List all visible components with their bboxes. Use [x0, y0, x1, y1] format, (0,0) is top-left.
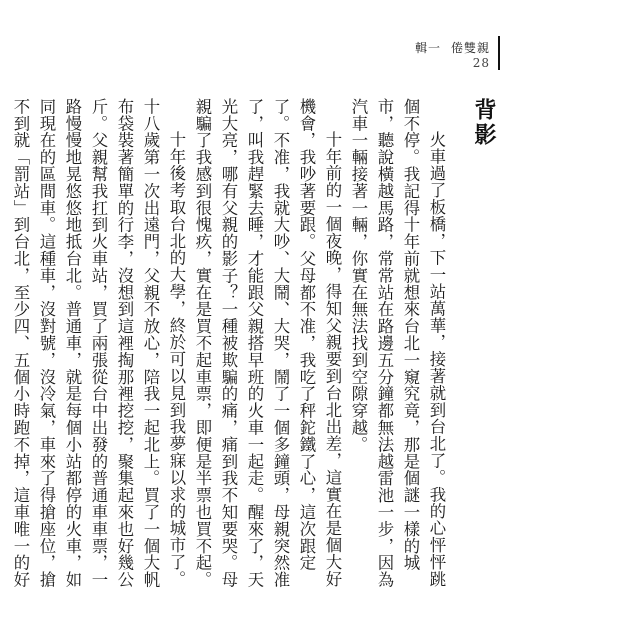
header-section [415, 42, 490, 54]
header-subsection-label: 倦雙親 [450, 41, 490, 55]
vertical-text-block [11, 98, 497, 598]
chapter-title: 背影 [471, 98, 497, 148]
paragraph-3: 十年後考取台北的大學，終於可以見到我夢寐以求的城市了。十八歲第一次出遠門，父親不放心，陪我一起北上。買了一個大帆布袋裝著簡單的行李，沒想到這裡掏那裡挖挖，聚集起來也好幾公斤。父親幫我扛到火車站，買了兩張從台中出發的普通車車票，一路慢慢地晃悠悠地抵台北。普通車，就是每個小站都停的火車，如同現在的區間車。這種車，沒對號，沒冷氣，車來了得搶座位，搶不到就「罰站」到台北，至少四、五個小時跑不掉，這車唯一的好 [11, 98, 186, 589]
page-number: 28 [472, 56, 490, 70]
paragraph-1: 火車過了板橋，下一站萬華，接著就到台北了。我的心怦怦跳個不停。我記得十年前就想來台北一窺究竟，那是個謎一樣的城市，聽說橫越馬路，常常站在路邊五分鐘都無法越雷池一步，因為汽車一輛接著一輛，你實在無法找到空隙穿越。 [349, 98, 446, 589]
running-header [415, 42, 490, 69]
header-section-label: 輯一 [414, 41, 441, 55]
header-rule [498, 36, 500, 70]
paragraph-2: 十年前的一個夜晚，得知父親要到台北出差，這實在是個大好機會，我吵著要跟。父母都不准，我吃了秤鉈鐵了心，這次跟定了。不准，我就大吵、大鬧、大哭，鬧了一個多鐘頭，母親突然准了，叫我趕緊去睡，才能跟父親搭早班的火車一起走。醒來了，天光大亮，哪有父親的影子？一種被欺騙的痛，痛到我不知要哭。母親騙了我感到很愧疚，實在是買不起車票，即便是半票也買不起。 [193, 98, 342, 589]
